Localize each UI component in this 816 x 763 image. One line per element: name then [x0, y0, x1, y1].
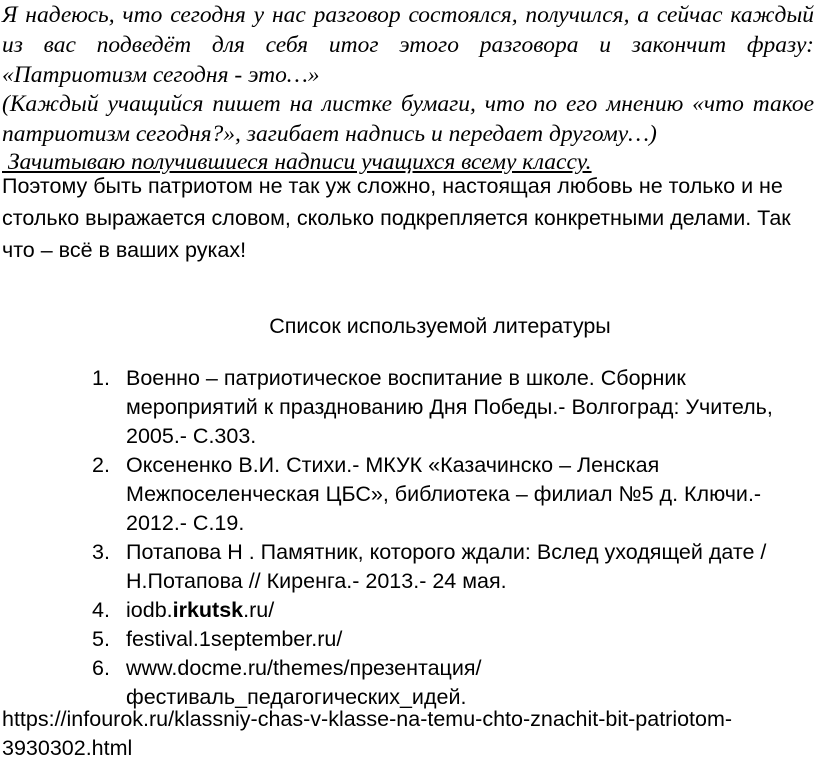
- reference-number: 3.: [92, 540, 110, 564]
- reference-item: [92, 538, 814, 596]
- reference-link[interactable]: www.docme.ru/themes/презентация/фестиваль_педагогических_идей.: [126, 656, 482, 709]
- reference-text-bold: irkutsk: [172, 598, 244, 622]
- reference-number: 2.: [92, 453, 110, 477]
- reference-text: Военно – патриотическое воспитание в школе. Сборник мероприятий к празднованию Дня Победы.- Волгоград: Учитель, 2005.- С.303.: [126, 366, 773, 448]
- reference-number: 4.: [92, 598, 110, 622]
- reference-text-suffix: .ru/: [243, 598, 275, 622]
- reference-number: 6.: [92, 656, 110, 680]
- reading-note: Зачитываю получившиеся надписи учащихся всему классу.: [2, 149, 592, 175]
- reference-item: [92, 625, 814, 654]
- references-heading: Список используемой литературы: [269, 314, 611, 338]
- reference-item: [92, 364, 814, 451]
- reference-text: Потапова Н . Памятник, которого ждали: Вслед уходящей дате /Н.Потапова // Киренга.- 2013.- 24 мая.: [126, 540, 767, 593]
- reference-item: [92, 654, 814, 712]
- reference-link[interactable]: festival.1september.ru/: [126, 627, 343, 651]
- references-list: [92, 364, 814, 712]
- reference-item: [92, 451, 814, 538]
- reference-number: 5.: [92, 627, 110, 651]
- instruction-paragraph: (Каждый учащийся пишет на листке бумаги, что по его мнению «что такое патриотизм сегодня?», загибает надпись и передает другому…): [2, 91, 814, 147]
- reference-item: [92, 596, 814, 625]
- reference-link[interactable]: [126, 598, 274, 622]
- conclusion-paragraph: Поэтому быть патриотом не так уж сложно, настоящая любовь не только и не столько выражается словом, сколько подкрепляется конкретными делами. Так что – всё в ваших руках!: [2, 174, 791, 262]
- reference-text-prefix: iodb.: [126, 598, 173, 622]
- intro-paragraph: Я надеюсь, что сегодня у нас разговор состоялся, получился, а сейчас каждый из вас подведёт для себя итог этого разговора и закончит фразу: «Патриотизм сегодня - это…»: [2, 2, 814, 88]
- reference-number: 1.: [92, 366, 110, 390]
- reference-text: Оксененко В.И. Стихи.- МКУК «Казачинско – Ленская Межпоселенческая ЦБС», библиотека – филиал №5 д. Ключи.- 2012.- С.19.: [126, 453, 762, 535]
- source-url[interactable]: https://infourok.ru/klassniy-chas-v-klasse-na-temu-chto-znachit-bit-patriotom-3930302.html: [2, 707, 733, 760]
